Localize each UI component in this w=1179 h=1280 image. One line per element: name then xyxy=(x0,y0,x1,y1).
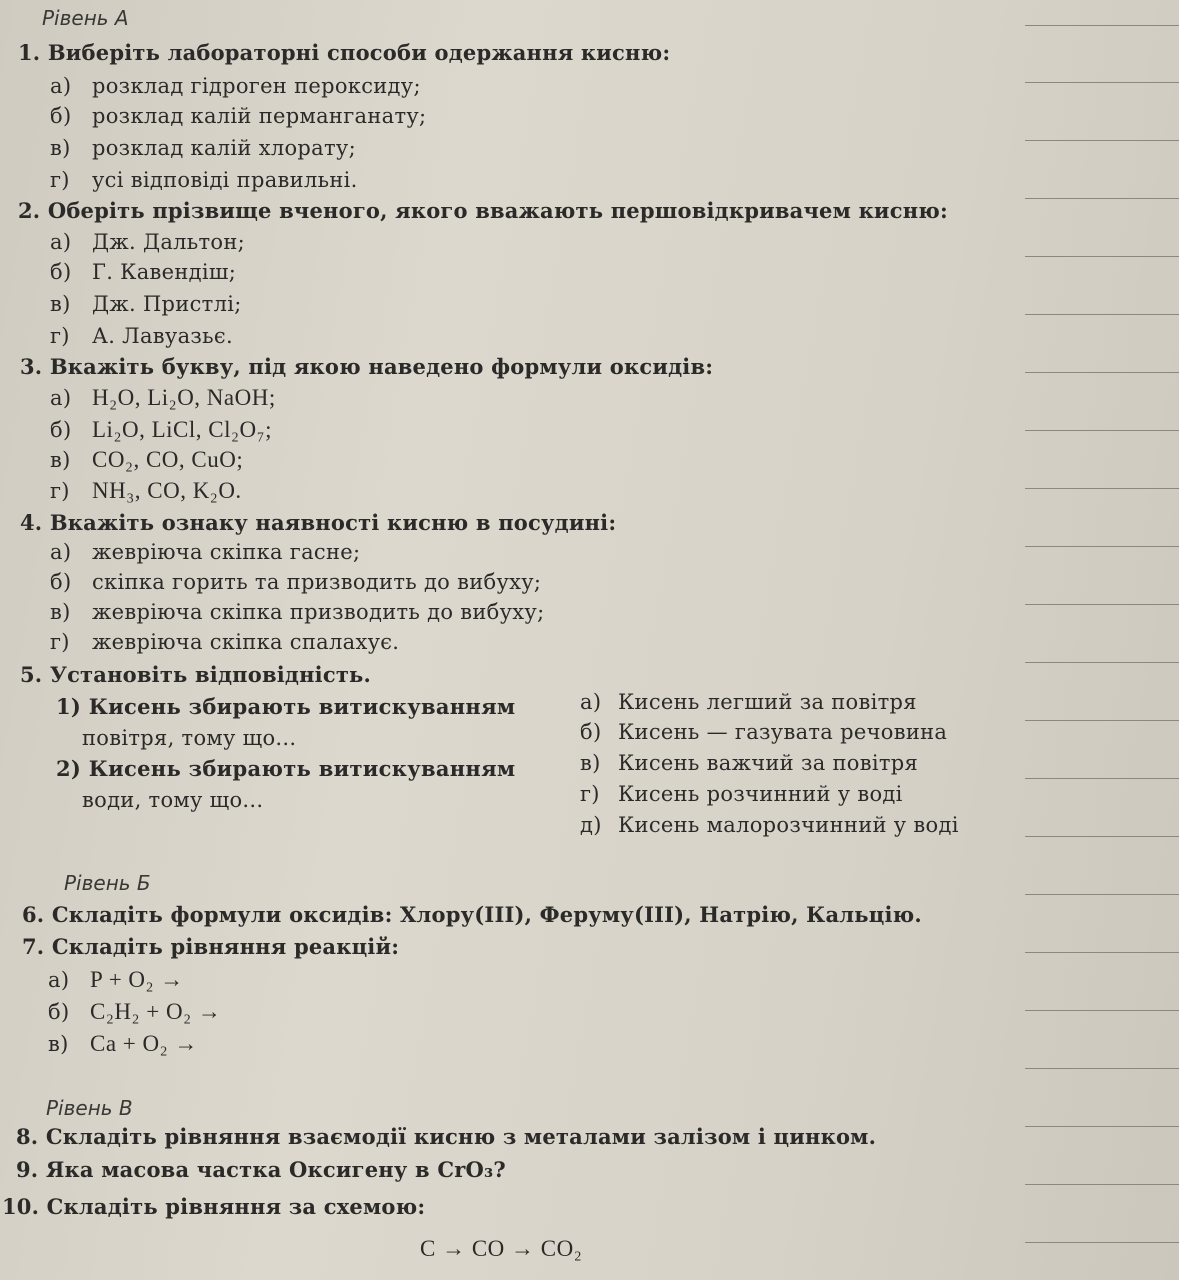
q1-option-c: в) розклад калій хлорату; xyxy=(50,136,356,160)
q4-option-c: в) жевріюча скіпка призводить до вибуху; xyxy=(50,600,545,624)
margin-rule xyxy=(1025,488,1179,489)
q3-option-c: в) CO₂, CO, CuO; xyxy=(50,447,244,472)
question-9: 9. Яка масова частка Оксигену в CrO₃? xyxy=(16,1157,506,1182)
q5-right-a: а) Кисень легший за повітря xyxy=(580,690,917,714)
level-c-heading: Рівень В xyxy=(46,1096,133,1120)
q1-option-b: б) розклад калій перманганату; xyxy=(50,104,427,128)
q10-scheme: C → CO → CO₂ xyxy=(420,1236,583,1261)
question-6: 6. Складіть формули оксидів: Хлору(III), Феруму(III), Натрію, Кальцію. xyxy=(22,902,922,927)
question-2: 2. Оберіть прізвище вченого, якого вважають першовідкривачем кисню: xyxy=(18,198,948,223)
q4-option-a: а) жевріюча скіпка гасне; xyxy=(50,540,361,564)
margin-rule xyxy=(1025,430,1179,431)
q7-reaction-c: в) Ca + O₂ → xyxy=(48,1031,198,1056)
margin-rule xyxy=(1025,372,1179,373)
q4-option-d: г) жевріюча скіпка спалахує. xyxy=(50,630,400,654)
question-3: 3. Вкажіть букву, під якою наведено формули оксидів: xyxy=(20,354,714,379)
q5-right-c: в) Кисень важчий за повітря xyxy=(580,751,919,775)
level-b-heading: Рівень Б xyxy=(64,871,151,895)
margin-rule xyxy=(1025,1068,1179,1069)
margin-rule xyxy=(1025,1126,1179,1127)
margin-rule xyxy=(1025,1010,1179,1011)
q1-option-a: а) розклад гідроген пероксиду; xyxy=(50,74,421,98)
margin-rule xyxy=(1025,836,1179,837)
margin-rule xyxy=(1025,1184,1179,1185)
q5-left-1: 1) Кисень збирають витискуванням xyxy=(56,694,516,719)
q5-right-b: б) Кисень — газувата речовина xyxy=(580,720,948,744)
q7-reaction-a: а) P + O₂ → xyxy=(48,967,184,992)
margin-rule xyxy=(1025,662,1179,663)
margin-rule xyxy=(1025,82,1179,83)
margin-rule xyxy=(1025,604,1179,605)
q1-option-d: г) усі відповіді правильні. xyxy=(50,168,358,192)
q2-option-d: г) А. Лавуазьє. xyxy=(50,324,233,348)
margin-rule xyxy=(1025,256,1179,257)
level-a-heading: Рівень А xyxy=(42,6,129,30)
q2-option-a: а) Дж. Дальтон; xyxy=(50,230,246,254)
q2-option-b: б) Г. Кавендіш; xyxy=(50,260,237,284)
question-10: 10. Складіть рівняння за схемою: xyxy=(2,1194,426,1219)
q5-left-2: 2) Кисень збирають витискуванням xyxy=(56,756,516,781)
question-5: 5. Установіть відповідність. xyxy=(20,662,372,687)
margin-rule xyxy=(1025,720,1179,721)
question-4: 4. Вкажіть ознаку наявності кисню в посудині: xyxy=(20,510,617,535)
q5-right-e: д) Кисень малорозчинний у воді xyxy=(580,813,959,837)
question-7: 7. Складіть рівняння реакцій: xyxy=(22,934,400,959)
q2-option-c: в) Дж. Пристлі; xyxy=(50,292,242,316)
margin-rule xyxy=(1025,894,1179,895)
q5-left-1-cont: повітря, тому що... xyxy=(82,726,297,750)
margin-rule xyxy=(1025,25,1179,26)
q3-option-b: б) Li₂O, LiCl, Cl₂O₇; xyxy=(50,417,273,442)
margin-rule xyxy=(1025,546,1179,547)
q3-option-d: г) NH₃, CO, K₂O. xyxy=(50,478,242,503)
margin-rule xyxy=(1025,140,1179,141)
q5-right-d: г) Кисень розчинний у воді xyxy=(580,782,903,806)
q3-option-a: а) H₂O, Li₂O, NaOH; xyxy=(50,385,276,410)
margin-rule xyxy=(1025,952,1179,953)
q4-option-b: б) скіпка горить та призводить до вибуху; xyxy=(50,570,542,594)
q7-reaction-b: б) C₂H₂ + O₂ → xyxy=(48,999,222,1024)
q5-left-2-cont: води, тому що... xyxy=(82,788,264,812)
margin-rule xyxy=(1025,314,1179,315)
margin-rule xyxy=(1025,198,1179,199)
margin-rule xyxy=(1025,778,1179,779)
margin-rule xyxy=(1025,1242,1179,1243)
question-1: 1. Виберіть лабораторні способи одержання кисню: xyxy=(18,40,671,65)
question-8: 8. Складіть рівняння взаємодії кисню з металами залізом і цинком. xyxy=(16,1124,877,1149)
